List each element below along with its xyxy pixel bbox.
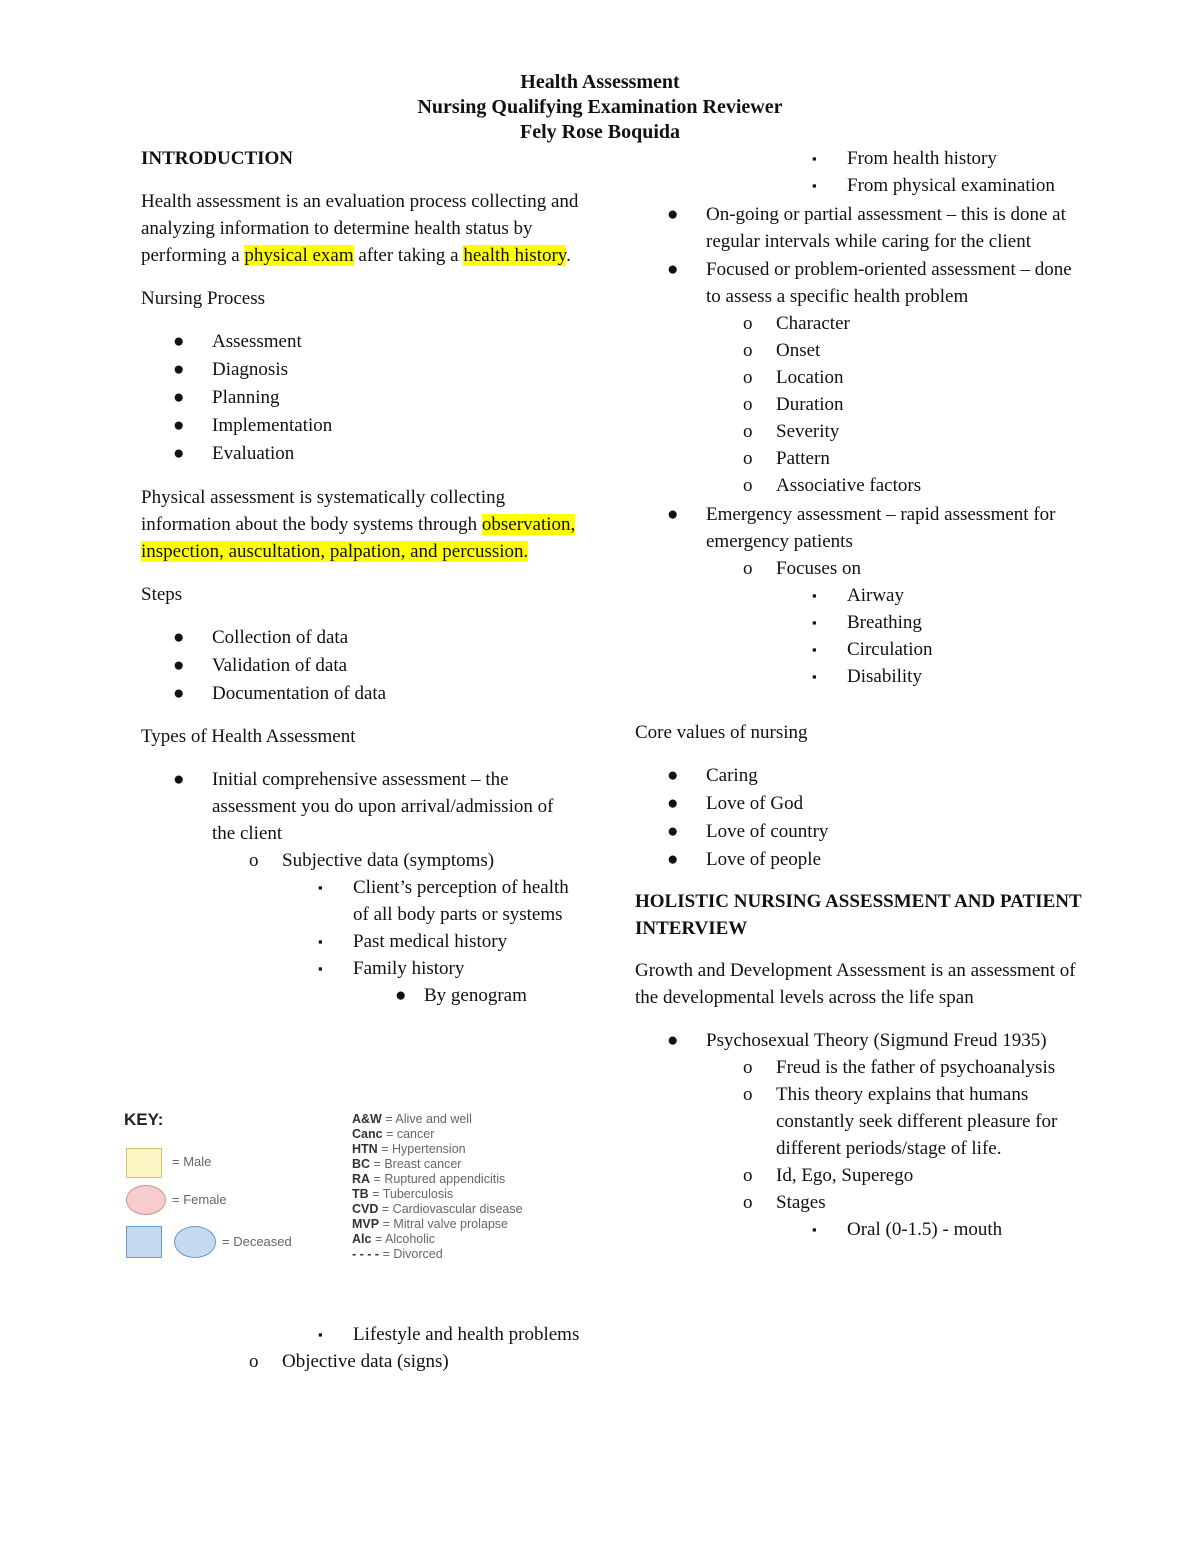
abbr-row: Canc = cancer [352, 1127, 435, 1141]
lifestyle-list [141, 1321, 581, 1348]
list-item: o Freud is the father of psychoanalysis [635, 1054, 1085, 1081]
circle-bullet-icon: o [743, 421, 753, 442]
bullet-icon: ● [173, 415, 185, 436]
holistic-heading: HOLISTIC NURSING ASSESSMENT AND PATIENT INTERVIEW [635, 891, 1082, 939]
bullet-icon: ● [173, 387, 185, 408]
bullet-icon: ● [173, 331, 185, 352]
doc-subtitle: Nursing Qualifying Examination Reviewer [417, 96, 783, 118]
highlight-physical-exam: physical exam [244, 245, 354, 266]
bullet-icon: ● [667, 821, 679, 842]
genogram-key [124, 1108, 574, 1268]
subjective-sublist [212, 874, 581, 1009]
list-item: o This theory explains that humans constantly seek different pleasure for different periods/stage of life. [635, 1081, 1085, 1162]
bullet-icon: ● [667, 849, 679, 870]
assessment-types-list [635, 201, 1085, 690]
list-item: ● Love of country [635, 818, 1085, 846]
list-item: ▪ Breathing [706, 609, 1085, 636]
bullet-icon: ● [173, 443, 185, 464]
deceased-circle-icon [174, 1226, 216, 1258]
steps-list [141, 624, 581, 708]
list-item: ▪ Client’s perception of health of all body parts or systems [212, 874, 581, 928]
emergency-list [635, 555, 1085, 690]
square-bullet-icon: ▪ [318, 880, 323, 895]
circle-bullet-icon: o [743, 475, 753, 496]
objective-sources-list [635, 145, 1085, 199]
focused-list [635, 310, 1085, 499]
list-item: ● Validation of data [141, 652, 581, 680]
circle-bullet-icon: o [249, 850, 259, 871]
list-item: o Id, Ego, Superego [635, 1162, 1085, 1189]
list-item: ▪ Airway [706, 582, 1085, 609]
male-square-icon [126, 1148, 162, 1178]
intro-paragraph: Health assessment is an evaluation process collecting and analyzing information to determine health status by performing a physical exam after taking a health history. [141, 191, 579, 266]
bullet-icon: ● [173, 655, 185, 676]
abbr-row: RA = Ruptured appendicitis [352, 1172, 506, 1186]
list-item: ● Psychosexual Theory (Sigmund Freud 1935) o Freud is the father of psychoanalysis o This theory explains that humans constantly seek different pleasure for different periods/stage of life. o Id, Ego, Superego o Stages ▪ Oral (0-1.5) - mouth [635, 1027, 1085, 1243]
list-item: ● Initial comprehensive assessment – the assessment you do upon arrival/admission of the client o Subjective data (symptoms) ▪ Client’s perception of health of all body parts or systems ▪ Past medical history ▪ Family history ● By genogram [141, 766, 581, 1009]
abbr-row: Alc = Alcoholic [352, 1232, 436, 1246]
bullet-icon: ● [667, 1030, 679, 1051]
left-column [141, 145, 581, 1009]
list-item: o Stages ▪ Oral (0-1.5) - mouth [635, 1189, 1085, 1243]
highlight-health-history: health history [463, 245, 567, 266]
list-item: ▪ Lifestyle and health problems [141, 1321, 581, 1348]
types-list [141, 766, 581, 1009]
circle-bullet-icon: o [743, 313, 753, 334]
list-item: o Pattern [635, 445, 1085, 472]
list-item: ● Focused or problem-oriented assessment – done to assess a specific health problem o Character o Onset o Location o Duration o Severity o Pattern o Associative factors [635, 256, 1085, 499]
square-bullet-icon: ▪ [812, 1222, 817, 1237]
list-item: ● Caring [635, 762, 1085, 790]
list-item: ▪ Past medical history [212, 928, 581, 955]
list-item: ● On-going or partial assessment – this is done at regular intervals while caring for the client [635, 201, 1085, 255]
highlight-methods: observation, inspection, auscultation, palpation, and percussion. [141, 514, 576, 562]
steps-title: Steps [141, 584, 183, 605]
bullet-icon: ● [173, 627, 185, 648]
circle-bullet-icon: o [743, 340, 753, 361]
types-title: Types of Health Assessment [141, 726, 356, 747]
bullet-icon: ● [667, 765, 679, 786]
list-item: o Associative factors [635, 472, 1085, 499]
list-item: ▪ Oral (0-1.5) - mouth [706, 1216, 1085, 1243]
square-bullet-icon: ▪ [812, 615, 817, 630]
list-item: ● Love of people [635, 846, 1085, 874]
nursing-process-list [141, 328, 581, 468]
circle-bullet-icon: o [743, 558, 753, 579]
abbr-row: A&W = Alive and well [352, 1112, 472, 1126]
list-item: o Onset [635, 337, 1085, 364]
list-item: ▪ Disability [706, 663, 1085, 690]
abbr-row: HTN = Hypertension [352, 1142, 466, 1156]
abbr-row: MVP = Mitral valve prolapse [352, 1217, 508, 1231]
nursing-process-title: Nursing Process [141, 288, 266, 309]
abbr-row: TB = Tuberculosis [352, 1187, 454, 1201]
list-item: o Severity [635, 418, 1085, 445]
circle-bullet-icon: o [743, 448, 753, 469]
list-item: ● By genogram [353, 982, 581, 1009]
bullet-icon: ● [173, 359, 185, 380]
abbr-row: BC = Breast cancer [352, 1157, 462, 1171]
freud-list [635, 1054, 1085, 1243]
bullet-icon: ● [173, 683, 185, 704]
square-bullet-icon: ▪ [318, 1327, 323, 1342]
stages-list [706, 1216, 1085, 1243]
square-bullet-icon: ▪ [318, 961, 323, 976]
female-label: = Female [172, 1192, 227, 1207]
bullet-icon: ● [667, 793, 679, 814]
key-title: KEY: [124, 1110, 164, 1129]
square-bullet-icon: ▪ [812, 642, 817, 657]
list-item: ● Assessment [141, 328, 581, 356]
circle-bullet-icon: o [743, 1057, 753, 1078]
deceased-label: = Deceased [222, 1234, 292, 1249]
list-item: o Duration [635, 391, 1085, 418]
genogram-list [353, 982, 581, 1009]
list-item: ▪ From health history [635, 145, 1085, 172]
list-item: o Character [635, 310, 1085, 337]
square-bullet-icon: ▪ [812, 588, 817, 603]
abbreviation-list [352, 1112, 523, 1262]
core-values-title: Core values of nursing [635, 722, 808, 743]
list-item: ● Documentation of data [141, 680, 581, 708]
doc-title: Health Assessment [520, 71, 680, 93]
list-item: o Location [635, 364, 1085, 391]
objective-list [141, 1348, 581, 1375]
circle-bullet-icon: o [743, 1165, 753, 1186]
deceased-square-icon [126, 1226, 162, 1258]
doc-author: Fely Rose Boquida [519, 121, 681, 143]
circle-bullet-icon: o [743, 1192, 753, 1213]
list-item: ● Planning [141, 384, 581, 412]
square-bullet-icon: ▪ [812, 178, 817, 193]
circle-bullet-icon: o [249, 1351, 259, 1372]
bullet-icon: ● [395, 985, 407, 1006]
circle-bullet-icon: o [743, 394, 753, 415]
bullet-icon: ● [173, 769, 185, 790]
female-circle-icon [126, 1185, 166, 1215]
document-header [0, 70, 1200, 145]
abbr-row: - - - - = Divorced [352, 1247, 443, 1261]
list-item: ▪ Family history ● By genogram [212, 955, 581, 1009]
intro-heading: INTRODUCTION [141, 148, 294, 169]
list-item: ▪ From physical examination [635, 172, 1085, 199]
list-item: o Objective data (signs) [141, 1348, 581, 1375]
bullet-icon: ● [667, 204, 679, 225]
bullet-icon: ● [667, 259, 679, 280]
list-item: ● Implementation [141, 412, 581, 440]
male-label: = Male [172, 1154, 212, 1169]
square-bullet-icon: ▪ [812, 151, 817, 166]
bullet-icon: ● [667, 504, 679, 525]
list-item: ● Emergency assessment – rapid assessment for emergency patients o Focuses on ▪ Airway ▪ Breathing ▪ Circulation ▪ Disability [635, 501, 1085, 690]
list-item: ▪ Circulation [706, 636, 1085, 663]
theories-list [635, 1027, 1085, 1243]
core-values-list [635, 762, 1085, 874]
list-item: o Focuses on ▪ Airway ▪ Breathing ▪ Circulation ▪ Disability [635, 555, 1085, 690]
left-column-continued [141, 1321, 581, 1375]
circle-bullet-icon: o [743, 1084, 753, 1105]
right-column [635, 145, 1085, 1243]
circle-bullet-icon: o [743, 367, 753, 388]
subjective-list [141, 847, 581, 1009]
physical-assessment-paragraph: Physical assessment is systematically collecting information about the body systems through observation, inspection, auscultation, palpation, and percussion. [141, 487, 576, 562]
growth-paragraph: Growth and Development Assessment is an assessment of the developmental levels across the life span [635, 960, 1076, 1008]
list-item: ● Love of God [635, 790, 1085, 818]
list-item: o Subjective data (symptoms) ▪ Client’s perception of health of all body parts or systems ▪ Past medical history ▪ Family history ● By genogram [141, 847, 581, 1009]
square-bullet-icon: ▪ [318, 934, 323, 949]
abbr-row: CVD = Cardiovascular disease [352, 1202, 523, 1216]
focuses-list [706, 582, 1085, 690]
list-item: ● Collection of data [141, 624, 581, 652]
square-bullet-icon: ▪ [812, 669, 817, 684]
list-item: ● Diagnosis [141, 356, 581, 384]
list-item: ● Evaluation [141, 440, 581, 468]
